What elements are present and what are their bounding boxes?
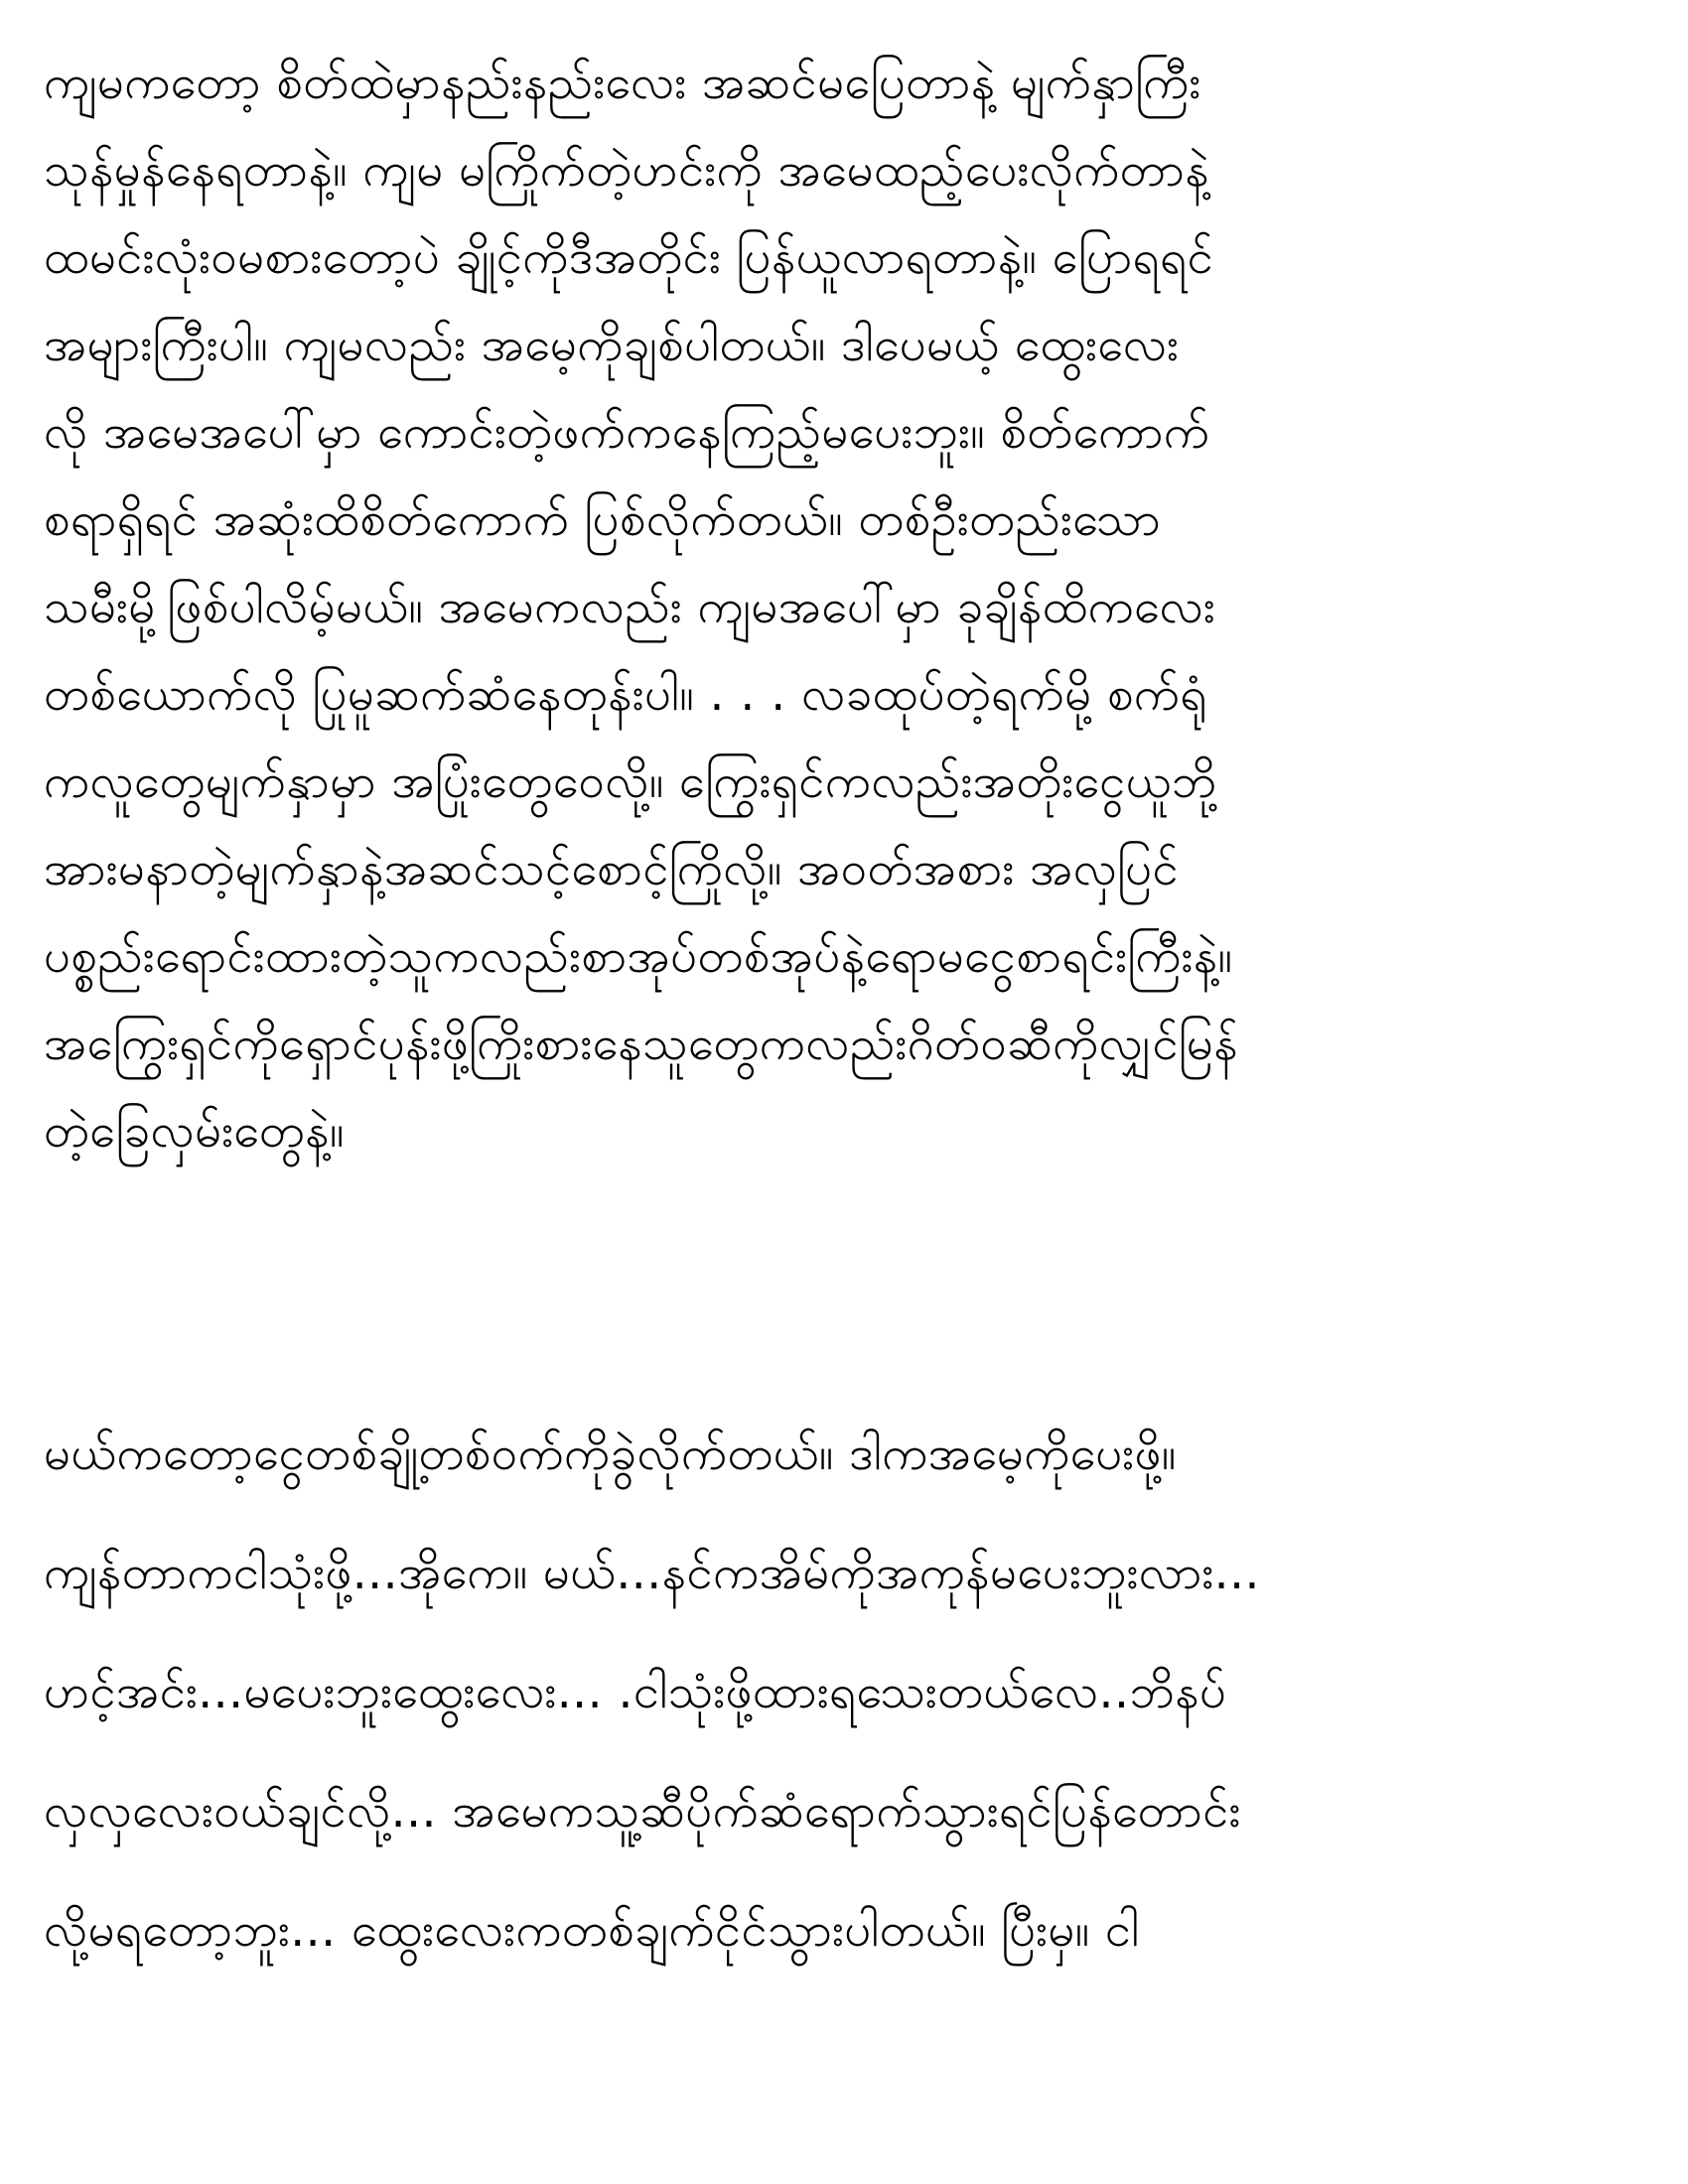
text-line: ပစ္စည်းရောင်းထားတဲ့သူကလည်းစာအုပ်တစ်အုပ်နဲ့ရောမငွေစာရင်းကြီးနဲ့။ bbox=[44, 929, 1233, 984]
text-line: လို အမေအပေါ်မှာ ကောင်းတဲ့ဖက်ကနေကြည့်မပေးဘူး။ စိတ်ကောက် bbox=[44, 405, 1210, 460]
text-line: မယ်ကတော့ငွေတစ်ချို့တစ်ဝက်ကိုခွဲလိုက်တယ်။ ဒါကအမေ့ကိုပေးဖို့။ bbox=[44, 1427, 1177, 1481]
text-line: ကလူတွေမျက်နှာမှာ အပြုံးတွေဝေလို့။ ကြွေးရှင်ကလည်းအတိုးငွေယူဘို့ bbox=[44, 754, 1217, 809]
text-line: အများကြီးပါ။ ကျမလည်း အမေ့ကိုချစ်ပါတယ်။ ဒါပေမယ့် ထွေးလေး bbox=[44, 318, 1180, 372]
document-page bbox=[44, 40, 1644, 1958]
text-line: ကျမကတော့ စိတ်ထဲမှာနည်းနည်းလေး အဆင်မပြေတာနဲ့ မျက်နှာကြီး bbox=[44, 56, 1201, 110]
paragraph-2 bbox=[44, 1395, 1644, 1990]
text-line: စရာရှိရင် အဆုံးထိစိတ်ကောက် ပြစ်လိုက်တယ်။ တစ်ဦးတည်းသော bbox=[44, 492, 1162, 547]
text-line: တစ်ယောက်လို ပြုမူဆက်ဆံနေတုန်းပါ။ . . . လခထုပ်တဲ့ရက်မို့ စက်ရုံ bbox=[44, 667, 1207, 722]
text-line: ကျန်တာကငါသုံးဖို့...အိုကေ။ မယ်...နင်ကအိမ်ကိုအကုန်မပေးဘူးလား... bbox=[44, 1546, 1260, 1600]
text-line: တဲ့ခြေလှမ်းတွေနဲ့။ bbox=[44, 1104, 345, 1159]
text-line: သမီးမို့ဖြစ်ပါလိမ့်မယ်။ အမေကလည်း ကျမအပေါ်မှာ ခုချိန်ထိကလေး bbox=[44, 580, 1216, 634]
text-line: အားမနာတဲ့မျက်နှာနဲ့အဆင်သင့်စောင့်ကြိုလို့။ အဝတ်အစား အလှပြင် bbox=[44, 842, 1180, 896]
paragraph-1 bbox=[44, 40, 1644, 1175]
text-line: အကြွေးရှင်ကိုရှောင်ပုန်းဖို့ကြိုးစားနေသူတွေကလည်းဂိတ်ဝဆီကိုလျှင်မြန် bbox=[44, 1017, 1239, 1071]
text-line: သုန်မှုန်နေရတာနဲ့။ ကျမ မကြိုက်တဲ့ဟင်းကို အမေထည့်ပေးလိုက်တာနဲ့ bbox=[44, 143, 1210, 198]
text-line: ဟင့်အင်း...မပေးဘူးထွေးလေး... .ငါသုံးဖို့ထားရသေးတယ်လေ..ဘိနပ် bbox=[44, 1665, 1227, 1719]
text-line: လှလှလေးဝယ်ချင်လို့... အမေကသူ့ဆီပိုက်ဆံရောက်သွားရင်ပြန်တောင်း bbox=[44, 1784, 1241, 1839]
text-line: ထမင်းလုံးဝမစားတော့ပဲ ချိုင့်ကိုဒီအတိုင်း ပြန်ယူလာရတာနဲ့။ ပြောရရင် bbox=[44, 230, 1214, 285]
text-line: လို့မရတော့ဘူး... ထွေးလေးကတစ်ချက်ငိုင်သွားပါတယ်။ ပြီးမှ။ ငါ bbox=[44, 1903, 1140, 1958]
